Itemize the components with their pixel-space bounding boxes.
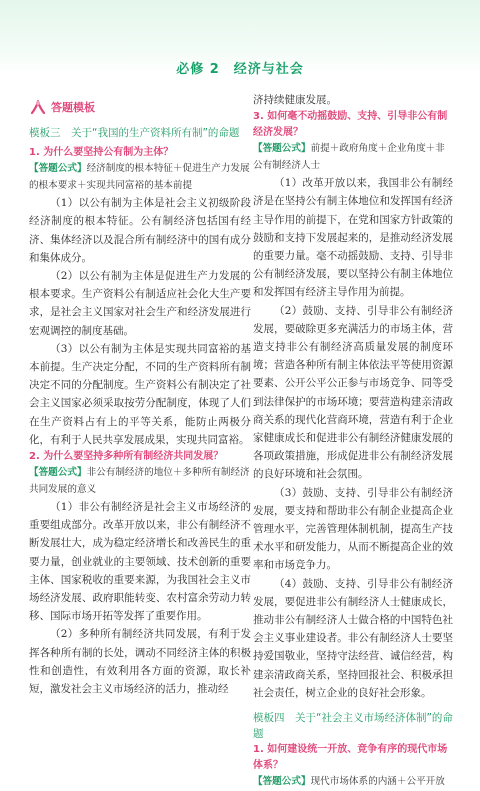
left-column	[29, 97, 251, 698]
formula-1	[29, 161, 251, 194]
paragraph: （2）多种所有制经济共同发展，有利于发挥各种所有制的长处，调动不同经济主体的积极性和创造性，有效利用各方面的资源，取长补短，激发社会主义市场经济的活力，推动经	[29, 628, 251, 696]
formula-label: 【答题公式】	[29, 467, 87, 479]
paragraph: （2）以公有制为主体是促进生产力发展的根本要求。生产资料公有制适应社会化大生产要求，是社会主义国家对社会生产和经济发展进行宏观调控的制度基础。	[29, 270, 251, 337]
right-column	[253, 91, 453, 791]
section-tag-label: 答题模板	[51, 101, 95, 114]
page-title: 必修 2 经济与社会	[176, 62, 304, 77]
template-heading-3: 模板三 关于“我国的生产资料所有制”的命题	[29, 127, 240, 140]
question-3: 3. 如何毫不动摇鼓励、支持、引导非公有制经济发展？	[253, 111, 448, 139]
formula-text: 现代市场体系的内涵＋公平开放	[310, 776, 445, 788]
paragraph: （3）以公有制为主体是实现共同富裕的基本前提。生产决定分配，不同的生产资料所有制决定不同的分配制度。生产资料公有制决定了社会主义国家必须采取按劳分配制度，体现了人们在生产资料占有上的平等关系，能防止两极分化，有利于人民共享发展成果，实现共同富裕。	[29, 342, 251, 446]
template-heading-4: 模板四 关于“社会主义市场经济体制”的命题	[253, 712, 453, 741]
ribbon-icon	[29, 100, 47, 116]
formula-4	[253, 774, 453, 791]
formula-label: 【答题公式】	[29, 163, 87, 175]
formula-text: 前提＋政府角度＋企业角度＋非公有制经济人士	[253, 143, 445, 171]
formula-label: 【答题公式】	[253, 143, 311, 155]
paragraph: 济持续健康发展。	[253, 94, 337, 106]
paragraph: （1）以公有制为主体是社会主义初级阶段经济制度的根本特征。公有制经济包括国有经济、集体经济以及混合所有制经济中的国有成分和集体成分。	[29, 197, 251, 264]
formula-text: 经济制度的根本特征＋促进生产力发展的根本要求＋实现共同富裕的基本前提	[29, 163, 250, 191]
paragraph: （1）改革开放以来，我国非公有制经济是在坚持公有制主体地位和发挥国有经济主导作用的前提下，在党和国家方针政策的鼓励和支持下发展起来的，是推动经济发展的重要力量。毫不动摇鼓励、支持、引导非公有制经济发展，要以坚持公有制主体地位和发挥国有经济主导作用为前提。	[253, 177, 453, 299]
question-4: 1. 如何建设统一开放、竞争有序的现代市场体系？	[253, 744, 448, 772]
question-2: 2. 为什么要坚持多种所有制经济共同发展？	[29, 451, 224, 463]
question-1: 1. 为什么要坚持公有制为主体？	[29, 147, 174, 159]
paragraph: （2）鼓励、支持、引导非公有制经济发展，要破除更多充满活力的市场主体，营造支持非公有制经济高质量发展的制度环境；营造各种所有制主体依法平等使用资源要素、公开公平公正参与市场竞争、同等受到法律保护的市场环境；要营造构建亲清政商关系的现代化营商环境，营造有利于企业家健康成长和促进非公有制经济健康发展的各项政策措施，形成促进非公有制经济发展的良好环境和社会氛围。	[253, 304, 453, 481]
formula-text: 非公有制经济的地位＋多种所有制经济共同发展的意义	[29, 467, 250, 495]
paragraph: （3）鼓励、支持、引导非公有制经济发展，要支持和帮助非公有制企业提高企业管理水平，完善管理体制机制，提高生产技术水平和研发能力，从而不断提高企业的效率和市场竞争力。	[253, 486, 453, 572]
section-tag	[29, 99, 251, 117]
formula-label: 【答题公式】	[253, 776, 311, 788]
paragraph: （4）鼓励、支持、引导非公有制经济发展，要促进非公有制经济人士健康成长，推动非公有制经济人士做合格的中国特色社会主义事业建设者。非公有制经济人士要坚持爱国敬业，坚持守法经营、诚信经营，构建亲清政商关系，坚持回报社会、积极承担社会责任，树立企业的良好社会形象。	[253, 577, 453, 699]
formula-2	[29, 465, 251, 498]
formula-3	[253, 141, 453, 174]
paragraph: （1）非公有制经济是社会主义市场经济的重要组成部分。改革开放以来，非公有制经济不断发展壮大，成为稳定经济增长和改善民生的重要力量，创业就业的主要领域、技术创新的重要主体、国家税收的重要来源，为我国社会主义市场经济发展、政府职能转变、农村富余劳动力转移、国际市场开拓等发挥了重要作用。	[29, 501, 251, 623]
